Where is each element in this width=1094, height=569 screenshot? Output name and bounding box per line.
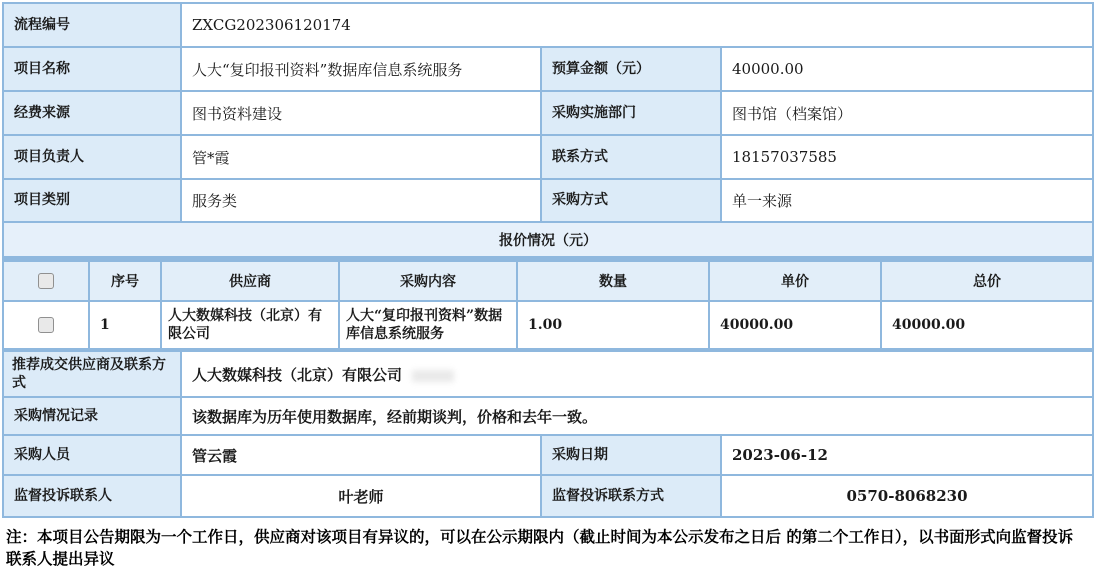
procurement-record-label: 采购情况记录 bbox=[3, 397, 181, 435]
project-name-value: 人大“复印报刊资料”数据库信息系统服务 bbox=[181, 47, 541, 91]
purchase-date-value: 2023-06-12 bbox=[721, 435, 1093, 475]
process-id-value: ZXCG202306120174 bbox=[181, 3, 1093, 47]
col-header-total-price: 总价 bbox=[881, 261, 1093, 301]
row-funding-source bbox=[3, 91, 1093, 135]
project-category-label: 项目类别 bbox=[3, 179, 181, 222]
funding-source-value: 图书资料建设 bbox=[181, 91, 541, 135]
contact-label: 联系方式 bbox=[541, 135, 721, 179]
announcement-note: 注：本项目公告期限为一个工作日，供应商对该项目有异议的，可以在公示期限内（截止时间为本公示发布之日后 的第二个工作日），以书面形式向监督投诉联系人提出异议 bbox=[6, 527, 1074, 569]
row-checkbox[interactable] bbox=[38, 317, 54, 333]
procurement-method-label: 采购方式 bbox=[541, 179, 721, 222]
quote-unit-price: 40000.00 bbox=[709, 301, 881, 349]
project-leader-label: 项目负责人 bbox=[3, 135, 181, 179]
quotation-header-row bbox=[3, 261, 1093, 301]
col-header-quantity: 数量 bbox=[517, 261, 709, 301]
col-header-supplier: 供应商 bbox=[161, 261, 339, 301]
buyer-value: 管云霞 bbox=[181, 435, 541, 475]
col-header-index: 序号 bbox=[89, 261, 161, 301]
recommended-supplier-label: 推荐成交供应商及联系方式 bbox=[3, 351, 181, 397]
row-procurement-record bbox=[3, 397, 1093, 435]
row-project-leader bbox=[3, 135, 1093, 179]
procurement-method-value: 单一来源 bbox=[721, 179, 1093, 222]
row-quote-band bbox=[3, 222, 1093, 258]
row-project-category bbox=[3, 179, 1093, 222]
budget-label: 预算金额（元） bbox=[541, 47, 721, 91]
project-leader-value: 管*霞 bbox=[181, 135, 541, 179]
project-info-table bbox=[2, 2, 1094, 260]
project-category-value: 服务类 bbox=[181, 179, 541, 222]
quote-content: 人大“复印报刊资料”数据库信息系统服务 bbox=[339, 301, 517, 349]
buyer-label: 采购人员 bbox=[3, 435, 181, 475]
row-supervisor bbox=[3, 475, 1093, 517]
redacted-contact-info bbox=[412, 370, 454, 382]
row-recommended-supplier bbox=[3, 351, 1093, 397]
quotation-table bbox=[2, 260, 1094, 350]
supervisor-contact-value: 叶老师 bbox=[181, 475, 541, 517]
quote-total-price: 40000.00 bbox=[881, 301, 1093, 349]
quotation-data-row bbox=[3, 301, 1093, 349]
select-all-checkbox[interactable] bbox=[38, 273, 54, 289]
purchasing-dept-label: 采购实施部门 bbox=[541, 91, 721, 135]
select-all-cell bbox=[3, 261, 89, 301]
row-buyer bbox=[3, 435, 1093, 475]
quote-quantity: 1.00 bbox=[517, 301, 709, 349]
supervisor-phone-value: 0570-8068230 bbox=[721, 475, 1093, 517]
row-project-name bbox=[3, 47, 1093, 91]
recommended-supplier-value: 人大数媒科技（北京）有限公司 bbox=[181, 351, 1093, 397]
process-id-label: 流程编号 bbox=[3, 3, 181, 47]
budget-value: 40000.00 bbox=[721, 47, 1093, 91]
procurement-record-value: 该数据库为历年使用数据库，经前期谈判，价格和去年一致。 bbox=[181, 397, 1093, 435]
purchase-date-label: 采购日期 bbox=[541, 435, 721, 475]
purchasing-dept-value: 图书馆（档案馆） bbox=[721, 91, 1093, 135]
quote-supplier: 人大数媒科技（北京）有限公司 bbox=[161, 301, 339, 349]
project-name-label: 项目名称 bbox=[3, 47, 181, 91]
row-process-id bbox=[3, 3, 1093, 47]
contact-value: 18157037585 bbox=[721, 135, 1093, 179]
funding-source-label: 经费来源 bbox=[3, 91, 181, 135]
col-header-unit-price: 单价 bbox=[709, 261, 881, 301]
supervisor-phone-label: 监督投诉联系方式 bbox=[541, 475, 721, 517]
summary-table bbox=[2, 350, 1094, 518]
col-header-content: 采购内容 bbox=[339, 261, 517, 301]
quote-index: 1 bbox=[89, 301, 161, 349]
quote-section-title: 报价情况（元） bbox=[3, 222, 1093, 258]
row-select-cell bbox=[3, 301, 89, 349]
supervisor-contact-label: 监督投诉联系人 bbox=[3, 475, 181, 517]
